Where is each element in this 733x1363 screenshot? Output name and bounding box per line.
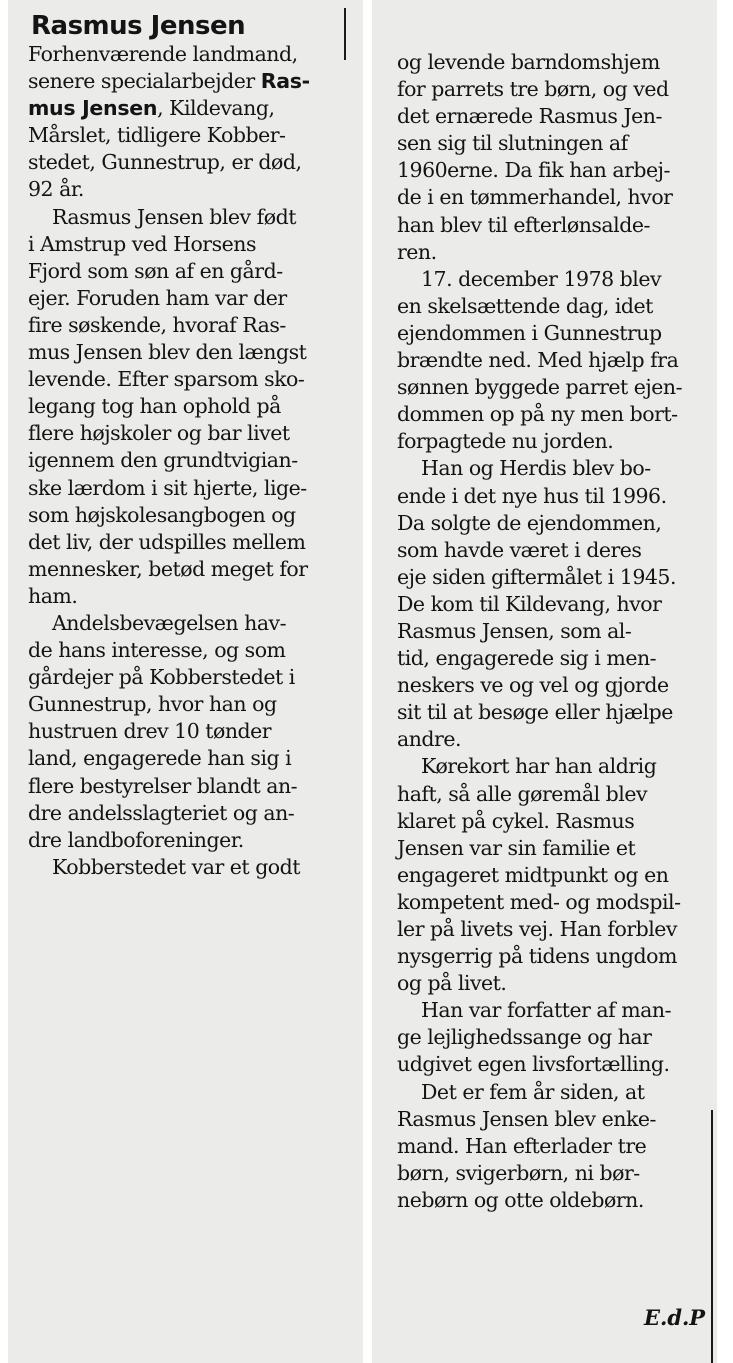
text-line [28,610,346,637]
text-line [28,745,346,772]
text-run: og på livet. [397,971,507,996]
text-run: mennesker, betød meget for [28,556,308,581]
text-line [397,1024,713,1051]
signature: E.d.P [644,1305,706,1330]
text-run: Kørekort har han aldrig [421,754,657,779]
text-run: 17. december 1978 blev [421,266,662,291]
text-run: , Kildevang, [157,96,275,121]
text-line [397,401,713,428]
text-line [28,339,346,366]
text-line [397,889,713,916]
text-line [28,231,346,258]
text-line [397,808,713,835]
bold-name: Ras- [260,69,310,94]
text-line [397,835,713,862]
text-line [28,366,346,393]
text-line [28,502,346,529]
text-run: hustruen drev 10 tønder [28,719,272,744]
text-run: Fjord som søn af en gård- [28,258,283,283]
text-run: kompetent med- og modspil- [397,889,681,914]
right-column-text [397,49,713,1214]
text-line [397,564,713,591]
text-run: ren. [397,239,437,264]
text-run: en skelsættende dag, idet [397,293,653,318]
text-run: eje siden giftermålet i 1945. [397,564,676,589]
text-line [28,800,346,827]
text-line [28,718,346,745]
text-run: Forhenværende landmand, [28,42,298,66]
text-line [28,258,346,285]
text-run: stedet, Gunnestrup, er død, [28,150,302,175]
text-line [397,591,713,618]
text-line [397,1051,713,1078]
text-run: som havde været i deres [397,537,642,562]
text-line [28,447,346,474]
text-line [28,691,346,718]
text-run: og levende barndomshjem [397,50,660,74]
text-run: Rasmus Jensen blev enke- [397,1106,656,1131]
text-line [397,239,713,266]
text-run: land, engagerede han sig i [28,746,292,771]
text-line [397,862,713,889]
text-line [28,95,346,122]
text-run: for parrets tre børn, og ved [397,77,669,102]
text-line [397,455,713,482]
text-run: dre landboforeninger. [28,827,244,852]
text-line [397,320,713,347]
text-run: ge lejlighedssange og har [397,1025,652,1050]
text-line [397,943,713,970]
text-line [397,293,713,320]
text-line [28,583,346,610]
text-line [397,374,713,401]
text-line [28,312,346,339]
text-run: igennem den grundtvigian- [28,448,298,473]
text-run: ham. [28,583,78,608]
text-run: De kom til Kildevang, hvor [397,591,662,616]
bold-name: mus Jensen [28,96,158,121]
text-run: senere specialarbejder [28,69,261,94]
text-line [28,827,346,854]
text-line [397,726,713,753]
text-run: Kobberstedet var et godt [52,854,301,879]
text-run: de i en tømmerhandel, hvor [397,185,673,210]
text-run: mand. Han efterlader tre [397,1133,647,1158]
text-line [397,76,713,103]
text-run: flere højskoler og bar livet [28,421,290,446]
text-line [397,1133,713,1160]
text-run: flere bestyrelser blandt an- [28,773,298,798]
text-line [28,664,346,691]
text-line [397,916,713,943]
text-line [28,854,346,881]
text-run: engageret midtpunkt og en [397,862,669,887]
text-run: de hans interesse, og som [28,638,286,663]
text-run: ler på livets vej. Han forblev [397,917,678,941]
text-run: levende. Efter sparsom sko- [28,367,305,392]
text-run: nebørn og otte oldebørn. [397,1187,644,1212]
text-run: Jensen var sin familie et [397,835,636,860]
text-run: sen sig til slutningen af [397,131,628,156]
text-run: som højskolesangbogen og [28,502,296,527]
text-run: udgivet egen livsfortælling. [397,1052,670,1077]
text-line [397,537,713,564]
text-run: Han var forfatter af man- [421,998,672,1023]
text-line [28,393,346,420]
text-line [397,672,713,699]
text-line [28,420,346,447]
text-line [397,1160,713,1187]
text-run: det ernærede Rasmus Jen- [397,104,662,129]
text-line [28,41,346,68]
text-line [397,130,713,157]
text-line [28,122,346,149]
text-line [397,970,713,997]
text-line [397,428,713,455]
text-run: ejendommen i Gunnestrup [397,320,662,345]
text-line [397,266,713,293]
text-run: 92 år. [28,177,84,202]
text-run: gårdejer på Kobberstedet i [28,665,295,690]
text-run: det liv, der udspilles mellem [28,529,306,554]
text-run: tid, engagerede sig i men- [397,646,657,671]
text-run: ejer. Foruden ham var der [28,285,287,310]
text-run: brændte ned. Med hjælp fra [397,348,679,373]
text-line [28,773,346,800]
text-run: mus Jensen blev den længst [28,340,307,365]
text-line [397,347,713,374]
text-line [397,699,713,726]
text-run: dommen op på ny men bort- [397,402,678,427]
text-run: legang tog han ophold på [28,394,281,419]
text-line [397,103,713,130]
text-line [397,997,713,1024]
text-line [397,157,713,184]
text-run: i Amstrup ved Horsens [28,231,256,256]
text-line [397,1187,713,1214]
text-line [28,556,346,583]
left-column-text [28,41,346,881]
text-run: sit til at besøge eller hjælpe [397,700,673,725]
text-run: 1960erne. Da fik han arbej- [397,158,670,183]
text-line [28,176,346,203]
text-line [397,212,713,239]
text-line [28,68,346,95]
text-run: ske lærdom i sit hjerte, lige- [28,475,307,500]
text-line [28,529,346,556]
text-run: neskers ve og vel og gjorde [397,673,669,698]
text-line [397,184,713,211]
text-run: sønnen byggede parret ejen- [397,375,683,400]
text-line [397,618,713,645]
text-run: Rasmus Jensen, som al- [397,618,632,643]
text-run: dre andelsslagteriet og an- [28,800,295,825]
text-run: Det er fem år siden, at [421,1079,645,1104]
text-line [397,645,713,672]
text-line [28,285,346,312]
text-run: Mårslet, tidligere Kobber- [28,123,286,148]
text-line [28,149,346,176]
text-line [28,637,346,664]
text-run: nysgerrig på tidens ungdom [397,944,677,969]
text-run: andre. [397,727,461,752]
text-run: børn, svigerbørn, ni bør- [397,1160,640,1185]
text-run: fire søskende, hvoraf Ras- [28,312,286,337]
text-line [397,1079,713,1106]
text-line [28,475,346,502]
text-run: Gunnestrup, hvor han og [28,692,277,717]
text-line [397,483,713,510]
text-run: han blev til efterlønsalde- [397,212,650,237]
text-run: Andelsbevægelsen hav- [52,610,287,635]
text-run: ende i det nye hus til 1996. [397,483,667,508]
text-line [397,753,713,780]
text-line [397,510,713,537]
text-run: forpagtede nu jorden. [397,429,614,454]
text-run: haft, så alle gøremål blev [397,781,648,806]
text-line [397,1106,713,1133]
text-run: klaret på cykel. Rasmus [397,808,635,833]
headline: Rasmus Jensen [31,11,246,41]
text-line [397,49,713,76]
text-run: Da solgte de ejendommen, [397,510,662,535]
text-run: Rasmus Jensen blev født [52,204,296,229]
text-run: Han og Herdis blev bo- [421,456,651,481]
text-line [397,781,713,808]
text-line [28,204,346,231]
